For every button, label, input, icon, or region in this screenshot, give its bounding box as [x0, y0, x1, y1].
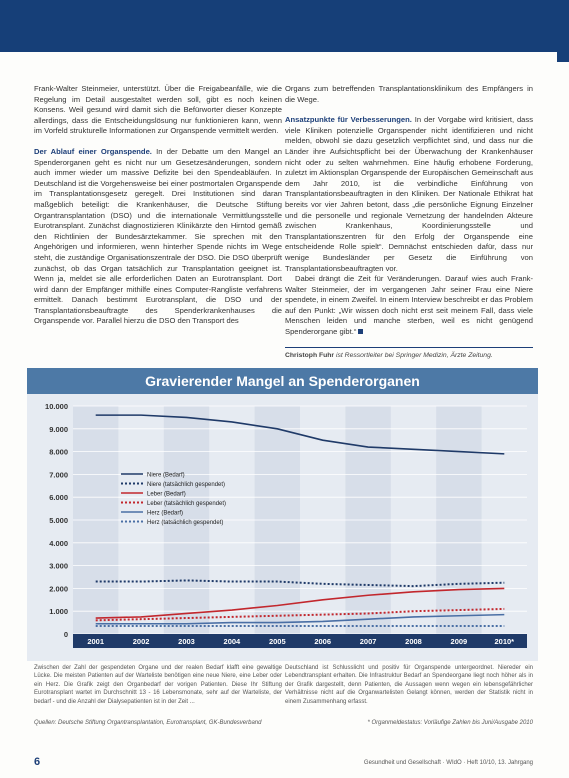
x-tick-label: 2002 — [132, 637, 150, 646]
legend-label: Niere (tatsächlich gespendet) — [147, 482, 226, 488]
paragraph — [285, 274, 533, 338]
paragraph — [34, 84, 282, 137]
x-tick-label: 2005 — [268, 637, 286, 646]
header-corner-tab — [557, 0, 569, 62]
legend-label: Leber (tatsächlich gespendet) — [147, 501, 227, 507]
chart-source: Quellen: Deutsche Stiftung Organtransplantation, Eurotransplant, GK-Bundesverband — [34, 720, 262, 726]
x-tick-label: 2004 — [223, 637, 241, 646]
article-column-right — [285, 84, 533, 338]
chart-box — [27, 368, 538, 661]
x-tick-label: 2006 — [314, 637, 332, 646]
paragraph-heading: Der Ablauf einer Organspende. — [34, 146, 152, 156]
legend-label: Herz (tatsächlich gespendet) — [147, 520, 224, 526]
y-tick-label: 7.000 — [49, 470, 68, 480]
paragraph-text: In der Debatte um den Mangel an Spenderorganen geht es nicht nur um Gesetzesänderungen, sondern auch immer wieder um massive Defizite bei den Spendeabläufen. In Deutschland ist die Vorgehensweise bei einer postmortalen Organspende im Transplantationsgesetz geregelt. Drei Institutionen sind daran maßgeblich beteiligt: die Krankenhäuser, die Deutsche Stiftung Organtransplantation (DSO) und die internationale Vermittlungsstelle Eurotransplant. Zunächst diagnostizieren Klinikärzte den Hirntod gemäß den Richtlinien der Bundesärztekammer. Sie sprechen mit den Angehörigen und informieren, wenn hinterher Spende nichts im Wege steht, die zuständige Organisationszentrale der DSO. Die DSO überprüft zunächst, ob das Organ tatsächlich zur Transplantation geeignet ist. Wenn ja, meldet sie alle erforderlichen Daten an Eurotransplant. Dort wird dann der Empfänger mithilfe eines Computer-Rangliste verfahrens ermittelt. Danach bestimmt Eurotransplant, die DSO und der Transplantationsbeauftragte des Spenderkrankenhauses die Organspende vor. Parallel hierzu die DSO den Transport des — [34, 146, 282, 326]
paragraph-heading: Ansatzpunkte für Verbesserungen. — [285, 115, 412, 125]
y-tick-label: 5.000 — [49, 516, 68, 525]
legend-label: Leber (Bedarf) — [147, 491, 186, 498]
publication-line: Gesundheit und Gesellschaft · WIdO · Heft 10/10, 13. Jahrgang — [363, 760, 533, 766]
author-line — [285, 352, 533, 359]
paragraph — [285, 84, 533, 105]
legend-label: Herz (Bedarf) — [147, 510, 184, 517]
end-of-article-mark — [358, 329, 363, 334]
header-band — [0, 0, 569, 52]
y-tick-label: 8.000 — [49, 447, 68, 457]
x-tick-label: 2009 — [450, 637, 468, 646]
author-divider — [285, 347, 533, 348]
x-tick-label: 2007 — [359, 637, 377, 646]
y-tick-label: 1.000 — [49, 607, 68, 617]
paragraph — [285, 115, 533, 274]
chart-footnote: * Organmeldestatus: Vorläufige Zahlen bis Juni/Ausgabe 2010 — [367, 720, 533, 726]
x-tick-label: 2008 — [405, 637, 422, 646]
paragraph-text: Organs zum betreffenden Transplantationsklinikum des Empfängers in die Wege. — [285, 84, 533, 104]
author-role: ist Ressortleiter bei Springer Medizin, Ärzte Zeitung. — [334, 352, 493, 359]
y-tick-label: 3.000 — [49, 561, 68, 571]
article-column-left — [34, 84, 282, 327]
paragraph — [34, 147, 282, 327]
chart-plot — [27, 394, 538, 661]
chart-title: Gravierender Mangel an Spenderorganen — [145, 373, 420, 389]
y-tick-label: 6.000 — [49, 493, 68, 503]
y-tick-label: 10.000 — [45, 402, 68, 411]
author-name: Christoph Fuhr — [285, 352, 335, 359]
y-tick-label: 4.000 — [49, 538, 68, 548]
y-tick-label: 2.000 — [49, 584, 68, 594]
x-tick-label: 2001 — [87, 637, 105, 646]
chart-caption-left: Zwischen der Zahl der gespendeten Organe und der realen Bedarf klafft eine gewaltige Lücke. Die meisten Patienten auf der Warteliste benötigen eine neue Niere, eine Leber oder ein Herz. Die Grafik zeigt den Organbedarf der vorigen Patienten. Diese Ihr Stiftung Eurotransplant wartet im Durchschnitt 13 - 16 Lebensmonate, sehr auf der Warteliste, der bedarf - und die Anzahl der Dialysepatienten ist in der Zeit ... — [34, 665, 282, 705]
legend-label: Niere (Bedarf) — [147, 472, 185, 479]
y-tick-label: 9.000 — [49, 424, 68, 434]
paragraph-text: Frank-Walter Steinmeier, unterstützt. Über die Freigabeanfälle, wie die Regelung im Detail ausgestaltet werden soll, gibt es noch keinen Konsens. Weil gesund wird damit sich die Befürworter dieser Konzepte allerdings, dass die Entscheidungslösung nur funktionieren kann, wenn im Vorfeld strukturelle Informationen zur Organspende vermittelt werden. — [34, 84, 282, 136]
x-tick-label: 2003 — [178, 637, 195, 646]
page-number: 6 — [34, 756, 41, 768]
y-tick-label: 0 — [63, 630, 68, 639]
paragraph-text: In der Vorgabe wird kritisiert, dass viele Kliniken potenzielle Organspender nicht identifizieren und nicht melden, obwohl sie dazu gesetzlich verpflichtet sind, und dass nur die Länder ihre Aufsichtspflicht bei der Überwachung der Krankenhäuser nicht oder zu selten wahrnehmen. Eine häufig erhobene Forderung, zuletzt im Aktionsplan Organspende der Europäischen Gemeinschaft aus dem Jahr 2010, ist die verbindliche Einführung von Transplantationsbeauftragten in den Kliniken. Der Nationale Ethikrat hat bereits vor vier Jahren betont, dass „die persönliche Eignung Einzelner und die personelle und regionale Vernetzung der handelnden Akteure zwischen Krankenhaus, Koordinierungsstelle und Transplantationszentren für den Erfolg der Organspende eine entscheidende Rolle spielt“. Demnächst entschieden dafür, dass nur wenige Bundesländer per Gesetz die Einführung von Transplantationsbeauftragten vor. — [285, 115, 533, 273]
paragraph-text: Dabei drängt die Zeit für Veränderungen. Darauf wies auch Frank-Walter Steinmeier, der im vergangenen Jahr seiner Frau eine Niere spendete, in einem Zweifel. In einem Interview beschreibt er das Problem auf den Punkt: „Wir wissen doch nicht erst seit meinem Fall, dass viele Menschen leiden und manche sterben, weil es nicht genügend Spenderorgane gibt.“ — [285, 274, 533, 337]
x-tick-label: 2010* — [494, 637, 515, 646]
chart-caption-right: Deutschland ist Schlusslicht und positiv für Organspende untergeordnet. Niereder ein Lebendtransplant erhalten. Die Infrastruktur Bedarf an Spendeorgane liegt noch höher als in der Grafik dargestellt, denn Patienten, die Aussagen wenn wegen ein lebensgefährlicher Verhältnisse nicht auf die Organwartelisten Gelangt können, werden der Statistik nicht in einem Zusammenhang erfasst. — [285, 665, 533, 705]
